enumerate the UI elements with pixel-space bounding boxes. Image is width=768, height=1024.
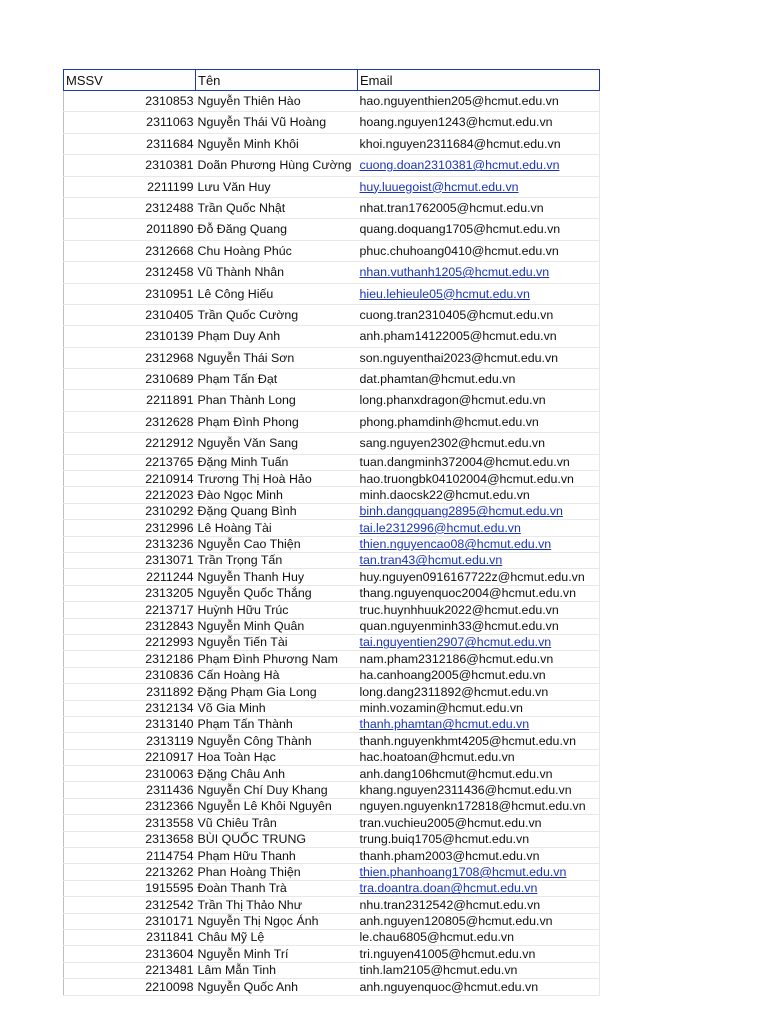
cell-mssv[interactable]: 2312186	[64, 651, 196, 667]
cell-mssv[interactable]: 2211199	[64, 176, 196, 197]
cell-mssv[interactable]: 2213481	[64, 962, 196, 978]
email-link[interactable]: hieu.lehieule05@hcmut.edu.vn	[359, 286, 530, 301]
cell-mssv[interactable]: 2312968	[64, 347, 196, 368]
table-row	[64, 487, 600, 503]
cell-ten[interactable]: Lâm Mẫn Tinh	[196, 962, 358, 978]
cell-mssv[interactable]: 2212912	[64, 433, 196, 454]
cell-ten[interactable]: Huỳnh Hữu Trúc	[196, 602, 358, 618]
cell-mssv[interactable]: 2213262	[64, 864, 196, 880]
cell-ten[interactable]: Nguyễn Minh Trí	[196, 946, 358, 962]
cell-ten[interactable]: Nguyễn Tiến Tài	[196, 634, 358, 650]
table-row	[64, 700, 600, 716]
table-row	[64, 766, 600, 782]
table-row	[64, 552, 600, 568]
cell-email[interactable]: tran.vuchieu2005@hcmut.edu.vn	[358, 815, 600, 831]
cell-email[interactable]: minh.vozamin@hcmut.edu.vn	[358, 700, 600, 716]
cell-mssv[interactable]: 2310689	[64, 369, 196, 390]
table-row	[64, 897, 600, 913]
cell-mssv[interactable]: 2212023	[64, 487, 196, 503]
cell-email[interactable]: hac.hoatoan@hcmut.edu.vn	[358, 749, 600, 765]
cell-ten[interactable]: Nguyễn Cao Thiện	[196, 536, 358, 552]
cell-mssv[interactable]: 2313071	[64, 552, 196, 568]
cell-email[interactable]: thanh.nguyenkhmt4205@hcmut.edu.vn	[358, 733, 600, 749]
email-link[interactable]: tai.le2312996@hcmut.edu.vn	[359, 520, 521, 535]
table-row	[64, 112, 600, 133]
cell-mssv[interactable]: 2313236	[64, 536, 196, 552]
cell-email[interactable]: le.chau6805@hcmut.edu.vn	[358, 929, 600, 945]
cell-mssv[interactable]: 2311684	[64, 133, 196, 154]
cell-email[interactable]: long.dang2311892@hcmut.edu.vn	[358, 684, 600, 700]
cell-ten[interactable]: Doãn Phương Hùng Cường	[196, 155, 358, 176]
cell-mssv[interactable]: 2210098	[64, 979, 196, 995]
email-link[interactable]: binh.dangquang2895@hcmut.edu.vn	[359, 504, 563, 519]
table-row	[64, 155, 600, 176]
cell-ten[interactable]: Lưu Văn Huy	[196, 176, 358, 197]
table-row	[64, 283, 600, 304]
cell-mssv[interactable]: 2210914	[64, 471, 196, 487]
table-row	[64, 815, 600, 831]
table-row	[64, 503, 600, 519]
table-row	[64, 667, 600, 683]
table-row	[64, 831, 600, 847]
cell-email[interactable]: tuan.dangminh372004@hcmut.edu.vn	[358, 454, 600, 470]
table-row	[64, 798, 600, 814]
cell-ten[interactable]: BÙI QUỐC TRUNG	[196, 831, 358, 847]
cell-mssv[interactable]: 2313604	[64, 946, 196, 962]
cell-mssv[interactable]: 2312542	[64, 897, 196, 913]
cell-ten[interactable]: Đào Ngọc Minh	[196, 487, 358, 503]
cell-ten[interactable]: Chu Hoàng Phúc	[196, 240, 358, 261]
table-row	[64, 684, 600, 700]
table-row	[64, 454, 600, 470]
cell-mssv[interactable]: 2311063	[64, 112, 196, 133]
table-row	[64, 520, 600, 536]
email-link[interactable]: nhan.vuthanh1205@hcmut.edu.vn	[359, 265, 550, 280]
cell-mssv[interactable]: 2312134	[64, 700, 196, 716]
cell-mssv[interactable]: 2312668	[64, 240, 196, 261]
cell-mssv[interactable]: 2312996	[64, 520, 196, 536]
table-row	[64, 716, 600, 732]
cell-ten[interactable]: Phan Thành Long	[196, 390, 358, 411]
cell-mssv[interactable]: 2312843	[64, 618, 196, 634]
cell-ten[interactable]: Phạm Đình Phong	[196, 411, 358, 432]
cell-ten[interactable]: Đoàn Thanh Trà	[196, 880, 358, 896]
cell-email[interactable]: hao.nguyenthien205@hcmut.edu.vn	[358, 91, 600, 112]
cell-email[interactable]: ha.canhoang2005@hcmut.edu.vn	[358, 667, 600, 683]
table-row	[64, 651, 600, 667]
email-link[interactable]: thien.phanhoang1708@hcmut.edu.vn	[359, 864, 567, 879]
cell-email[interactable]: phong.phamdinh@hcmut.edu.vn	[358, 411, 600, 432]
table-row	[64, 326, 600, 347]
cell-ten[interactable]: Trần Quốc Nhật	[196, 197, 358, 218]
cell-email[interactable]: son.nguyenthai2023@hcmut.edu.vn	[358, 347, 600, 368]
cell-ten[interactable]: Vũ Thành Nhân	[196, 262, 358, 283]
cell-ten[interactable]: Phạm Hữu Thanh	[196, 848, 358, 864]
cell-email[interactable]: nhat.tran1762005@hcmut.edu.vn	[358, 197, 600, 218]
cell-ten[interactable]: Nguyễn Lê Khôi Nguyên	[196, 798, 358, 814]
cell-email[interactable]: long.phanxdragon@hcmut.edu.vn	[358, 390, 600, 411]
cell-email[interactable]: phuc.chuhoang0410@hcmut.edu.vn	[358, 240, 600, 261]
cell-ten[interactable]: Nguyễn Thị Ngọc Ánh	[196, 913, 358, 929]
cell-email[interactable]	[358, 634, 600, 650]
cell-email[interactable]: trung.buiq1705@hcmut.edu.vn	[358, 831, 600, 847]
cell-mssv[interactable]: 2011890	[64, 219, 196, 240]
header-email[interactable]: Email	[358, 70, 600, 91]
cell-email[interactable]	[358, 176, 600, 197]
cell-email[interactable]: truc.huynhhuuk2022@hcmut.edu.vn	[358, 602, 600, 618]
cell-email[interactable]: nguyen.nguyenkn172818@hcmut.edu.vn	[358, 798, 600, 814]
cell-email[interactable]: khang.nguyen2311436@hcmut.edu.vn	[358, 782, 600, 798]
cell-email[interactable]	[358, 262, 600, 283]
table-row	[64, 433, 600, 454]
cell-ten[interactable]: Nguyễn Thiên Hào	[196, 91, 358, 112]
cell-ten[interactable]: Trương Thị Hoà Hảo	[196, 471, 358, 487]
cell-ten[interactable]: Trần Thị Thảo Như	[196, 897, 358, 913]
cell-email[interactable]: quan.nguyenminh33@hcmut.edu.vn	[358, 618, 600, 634]
cell-email[interactable]	[358, 552, 600, 568]
cell-ten[interactable]: Đặng Quang Bình	[196, 503, 358, 519]
cell-mssv[interactable]: 2313658	[64, 831, 196, 847]
cell-mssv[interactable]: 2310836	[64, 667, 196, 683]
table-row	[64, 176, 600, 197]
cell-email[interactable]: dat.phamtan@hcmut.edu.vn	[358, 369, 600, 390]
cell-ten[interactable]: Nguyễn Chí Duy Khang	[196, 782, 358, 798]
email-link[interactable]: tra.doantra.doan@hcmut.edu.vn	[359, 881, 538, 896]
cell-email[interactable]: huy.nguyen0916167722z@hcmut.edu.vn	[358, 569, 600, 585]
table-row	[64, 390, 600, 411]
table-row	[64, 585, 600, 601]
cell-ten[interactable]: Châu Mỹ Lệ	[196, 929, 358, 945]
cell-mssv[interactable]: 2312366	[64, 798, 196, 814]
email-link[interactable]: huy.luuegoist@hcmut.edu.vn	[359, 179, 519, 194]
table-row	[64, 913, 600, 929]
table-row	[64, 347, 600, 368]
cell-ten[interactable]: Nguyễn Công Thành	[196, 733, 358, 749]
cell-ten[interactable]: Đặng Minh Tuấn	[196, 454, 358, 470]
table-row	[64, 634, 600, 650]
cell-mssv[interactable]: 2310853	[64, 91, 196, 112]
table-row	[64, 733, 600, 749]
cell-email[interactable]: nam.pham2312186@hcmut.edu.vn	[358, 651, 600, 667]
cell-mssv[interactable]: 2310292	[64, 503, 196, 519]
cell-ten[interactable]: Phan Hoàng Thiện	[196, 864, 358, 880]
cell-email[interactable]: quang.doquang1705@hcmut.edu.vn	[358, 219, 600, 240]
table-row	[64, 133, 600, 154]
cell-mssv[interactable]: 2210917	[64, 749, 196, 765]
cell-email[interactable]: sang.nguyen2302@hcmut.edu.vn	[358, 433, 600, 454]
table-row	[64, 197, 600, 218]
table-row	[64, 618, 600, 634]
table-row	[64, 602, 600, 618]
cell-ten[interactable]: Phạm Đình Phương Nam	[196, 651, 358, 667]
table-row	[64, 240, 600, 261]
cell-mssv[interactable]: 2312488	[64, 197, 196, 218]
cell-ten[interactable]: Trần Quốc Cường	[196, 304, 358, 325]
cell-ten[interactable]: Nguyễn Thanh Huy	[196, 569, 358, 585]
cell-email[interactable]: anh.nguyen120805@hcmut.edu.vn	[358, 913, 600, 929]
cell-mssv[interactable]: 2310171	[64, 913, 196, 929]
table-row	[64, 91, 600, 112]
table-row	[64, 864, 600, 880]
cell-ten[interactable]: Trần Trọng Tấn	[196, 552, 358, 568]
table-row	[64, 304, 600, 325]
cell-email[interactable]: thanh.pham2003@hcmut.edu.vn	[358, 848, 600, 864]
cell-mssv[interactable]: 2211244	[64, 569, 196, 585]
cell-email[interactable]: khoi.nguyen2311684@hcmut.edu.vn	[358, 133, 600, 154]
email-link[interactable]: thanh.phamtan@hcmut.edu.vn	[359, 717, 530, 732]
cell-email[interactable]	[358, 864, 600, 880]
cell-ten[interactable]: Nguyễn Quốc Anh	[196, 979, 358, 995]
cell-ten[interactable]: Nguyễn Văn Sang	[196, 433, 358, 454]
cell-mssv[interactable]: 2211891	[64, 390, 196, 411]
cell-ten[interactable]: Nguyễn Minh Quân	[196, 618, 358, 634]
table-row	[64, 536, 600, 552]
cell-ten[interactable]: Phạm Duy Anh	[196, 326, 358, 347]
cell-email[interactable]	[358, 503, 600, 519]
cell-mssv[interactable]: 2311841	[64, 929, 196, 945]
table-row	[64, 219, 600, 240]
email-link[interactable]: cuong.doan2310381@hcmut.edu.vn	[359, 158, 560, 173]
cell-mssv[interactable]: 2213765	[64, 454, 196, 470]
cell-ten[interactable]: Cấn Hoàng Hà	[196, 667, 358, 683]
cell-ten[interactable]: Hoa Toàn Hạc	[196, 749, 358, 765]
cell-email[interactable]: hoang.nguyen1243@hcmut.edu.vn	[358, 112, 600, 133]
cell-ten[interactable]: Đỗ Đăng Quang	[196, 219, 358, 240]
table-row	[64, 369, 600, 390]
cell-ten[interactable]: Nguyễn Thái Sơn	[196, 347, 358, 368]
table-body	[64, 91, 600, 996]
cell-mssv[interactable]: 2313119	[64, 733, 196, 749]
cell-mssv[interactable]: 1915595	[64, 880, 196, 896]
cell-mssv[interactable]: 2310139	[64, 326, 196, 347]
table-row	[64, 962, 600, 978]
cell-ten[interactable]: Phạm Tấn Đạt	[196, 369, 358, 390]
cell-mssv[interactable]: 2313558	[64, 815, 196, 831]
cell-email[interactable]	[358, 155, 600, 176]
table-row	[64, 848, 600, 864]
cell-ten[interactable]: Đặng Phạm Gia Long	[196, 684, 358, 700]
cell-mssv[interactable]: 2313140	[64, 716, 196, 732]
email-link[interactable]: tai.nguyentien2907@hcmut.edu.vn	[359, 635, 552, 650]
cell-email[interactable]: thang.nguyenquoc2004@hcmut.edu.vn	[358, 585, 600, 601]
cell-mssv[interactable]: 2310063	[64, 766, 196, 782]
table-row	[64, 782, 600, 798]
table-row	[64, 929, 600, 945]
cell-mssv[interactable]: 2311436	[64, 782, 196, 798]
cell-email[interactable]	[358, 716, 600, 732]
cell-email[interactable]: anh.nguyenquoc@hcmut.edu.vn	[358, 979, 600, 995]
cell-email[interactable]: cuong.tran2310405@hcmut.edu.vn	[358, 304, 600, 325]
cell-ten[interactable]: Vũ Chiêu Trân	[196, 815, 358, 831]
table-row	[64, 411, 600, 432]
header-row	[64, 70, 600, 91]
cell-mssv[interactable]: 2310951	[64, 283, 196, 304]
table-row	[64, 880, 600, 896]
cell-mssv[interactable]: 2310405	[64, 304, 196, 325]
table-row	[64, 471, 600, 487]
cell-ten[interactable]: Đặng Châu Anh	[196, 766, 358, 782]
cell-email[interactable]: anh.dang106hcmut@hcmut.edu.vn	[358, 766, 600, 782]
cell-email[interactable]: nhu.tran2312542@hcmut.edu.vn	[358, 897, 600, 913]
header-mssv[interactable]: MSSV	[64, 70, 196, 91]
table-row	[64, 946, 600, 962]
table-row	[64, 569, 600, 585]
cell-ten[interactable]: Nguyễn Quốc Thắng	[196, 585, 358, 601]
header-ten[interactable]: Tên	[196, 70, 358, 91]
cell-mssv[interactable]: 2312458	[64, 262, 196, 283]
cell-ten[interactable]: Lê Hoàng Tài	[196, 520, 358, 536]
cell-ten[interactable]: Võ Gia Minh	[196, 700, 358, 716]
cell-email[interactable]: minh.daocsk22@hcmut.edu.vn	[358, 487, 600, 503]
cell-email[interactable]	[358, 520, 600, 536]
cell-mssv[interactable]: 2310381	[64, 155, 196, 176]
cell-email[interactable]: anh.pham14122005@hcmut.edu.vn	[358, 326, 600, 347]
cell-email[interactable]: tinh.lam2105@hcmut.edu.vn	[358, 962, 600, 978]
table-row	[64, 979, 600, 995]
cell-email[interactable]	[358, 880, 600, 896]
email-link[interactable]: tan.tran43@hcmut.edu.vn	[359, 553, 503, 568]
cell-email[interactable]: hao.truongbk04102004@hcmut.edu.vn	[358, 471, 600, 487]
cell-ten[interactable]: Nguyễn Minh Khôi	[196, 133, 358, 154]
student-email-table	[63, 69, 600, 996]
cell-ten[interactable]: Lê Công Hiếu	[196, 283, 358, 304]
cell-mssv[interactable]: 2212993	[64, 634, 196, 650]
cell-email[interactable]: tri.nguyen41005@hcmut.edu.vn	[358, 946, 600, 962]
email-link[interactable]: thien.nguyencao08@hcmut.edu.vn	[359, 537, 552, 552]
cell-mssv[interactable]: 2213717	[64, 602, 196, 618]
cell-mssv[interactable]: 2311892	[64, 684, 196, 700]
cell-email[interactable]	[358, 536, 600, 552]
cell-email[interactable]	[358, 283, 600, 304]
cell-mssv[interactable]: 2114754	[64, 848, 196, 864]
cell-mssv[interactable]: 2313205	[64, 585, 196, 601]
cell-ten[interactable]: Nguyễn Thái Vũ Hoàng	[196, 112, 358, 133]
table-row	[64, 262, 600, 283]
cell-mssv[interactable]: 2312628	[64, 411, 196, 432]
cell-ten[interactable]: Phạm Tấn Thành	[196, 716, 358, 732]
table-row	[64, 749, 600, 765]
